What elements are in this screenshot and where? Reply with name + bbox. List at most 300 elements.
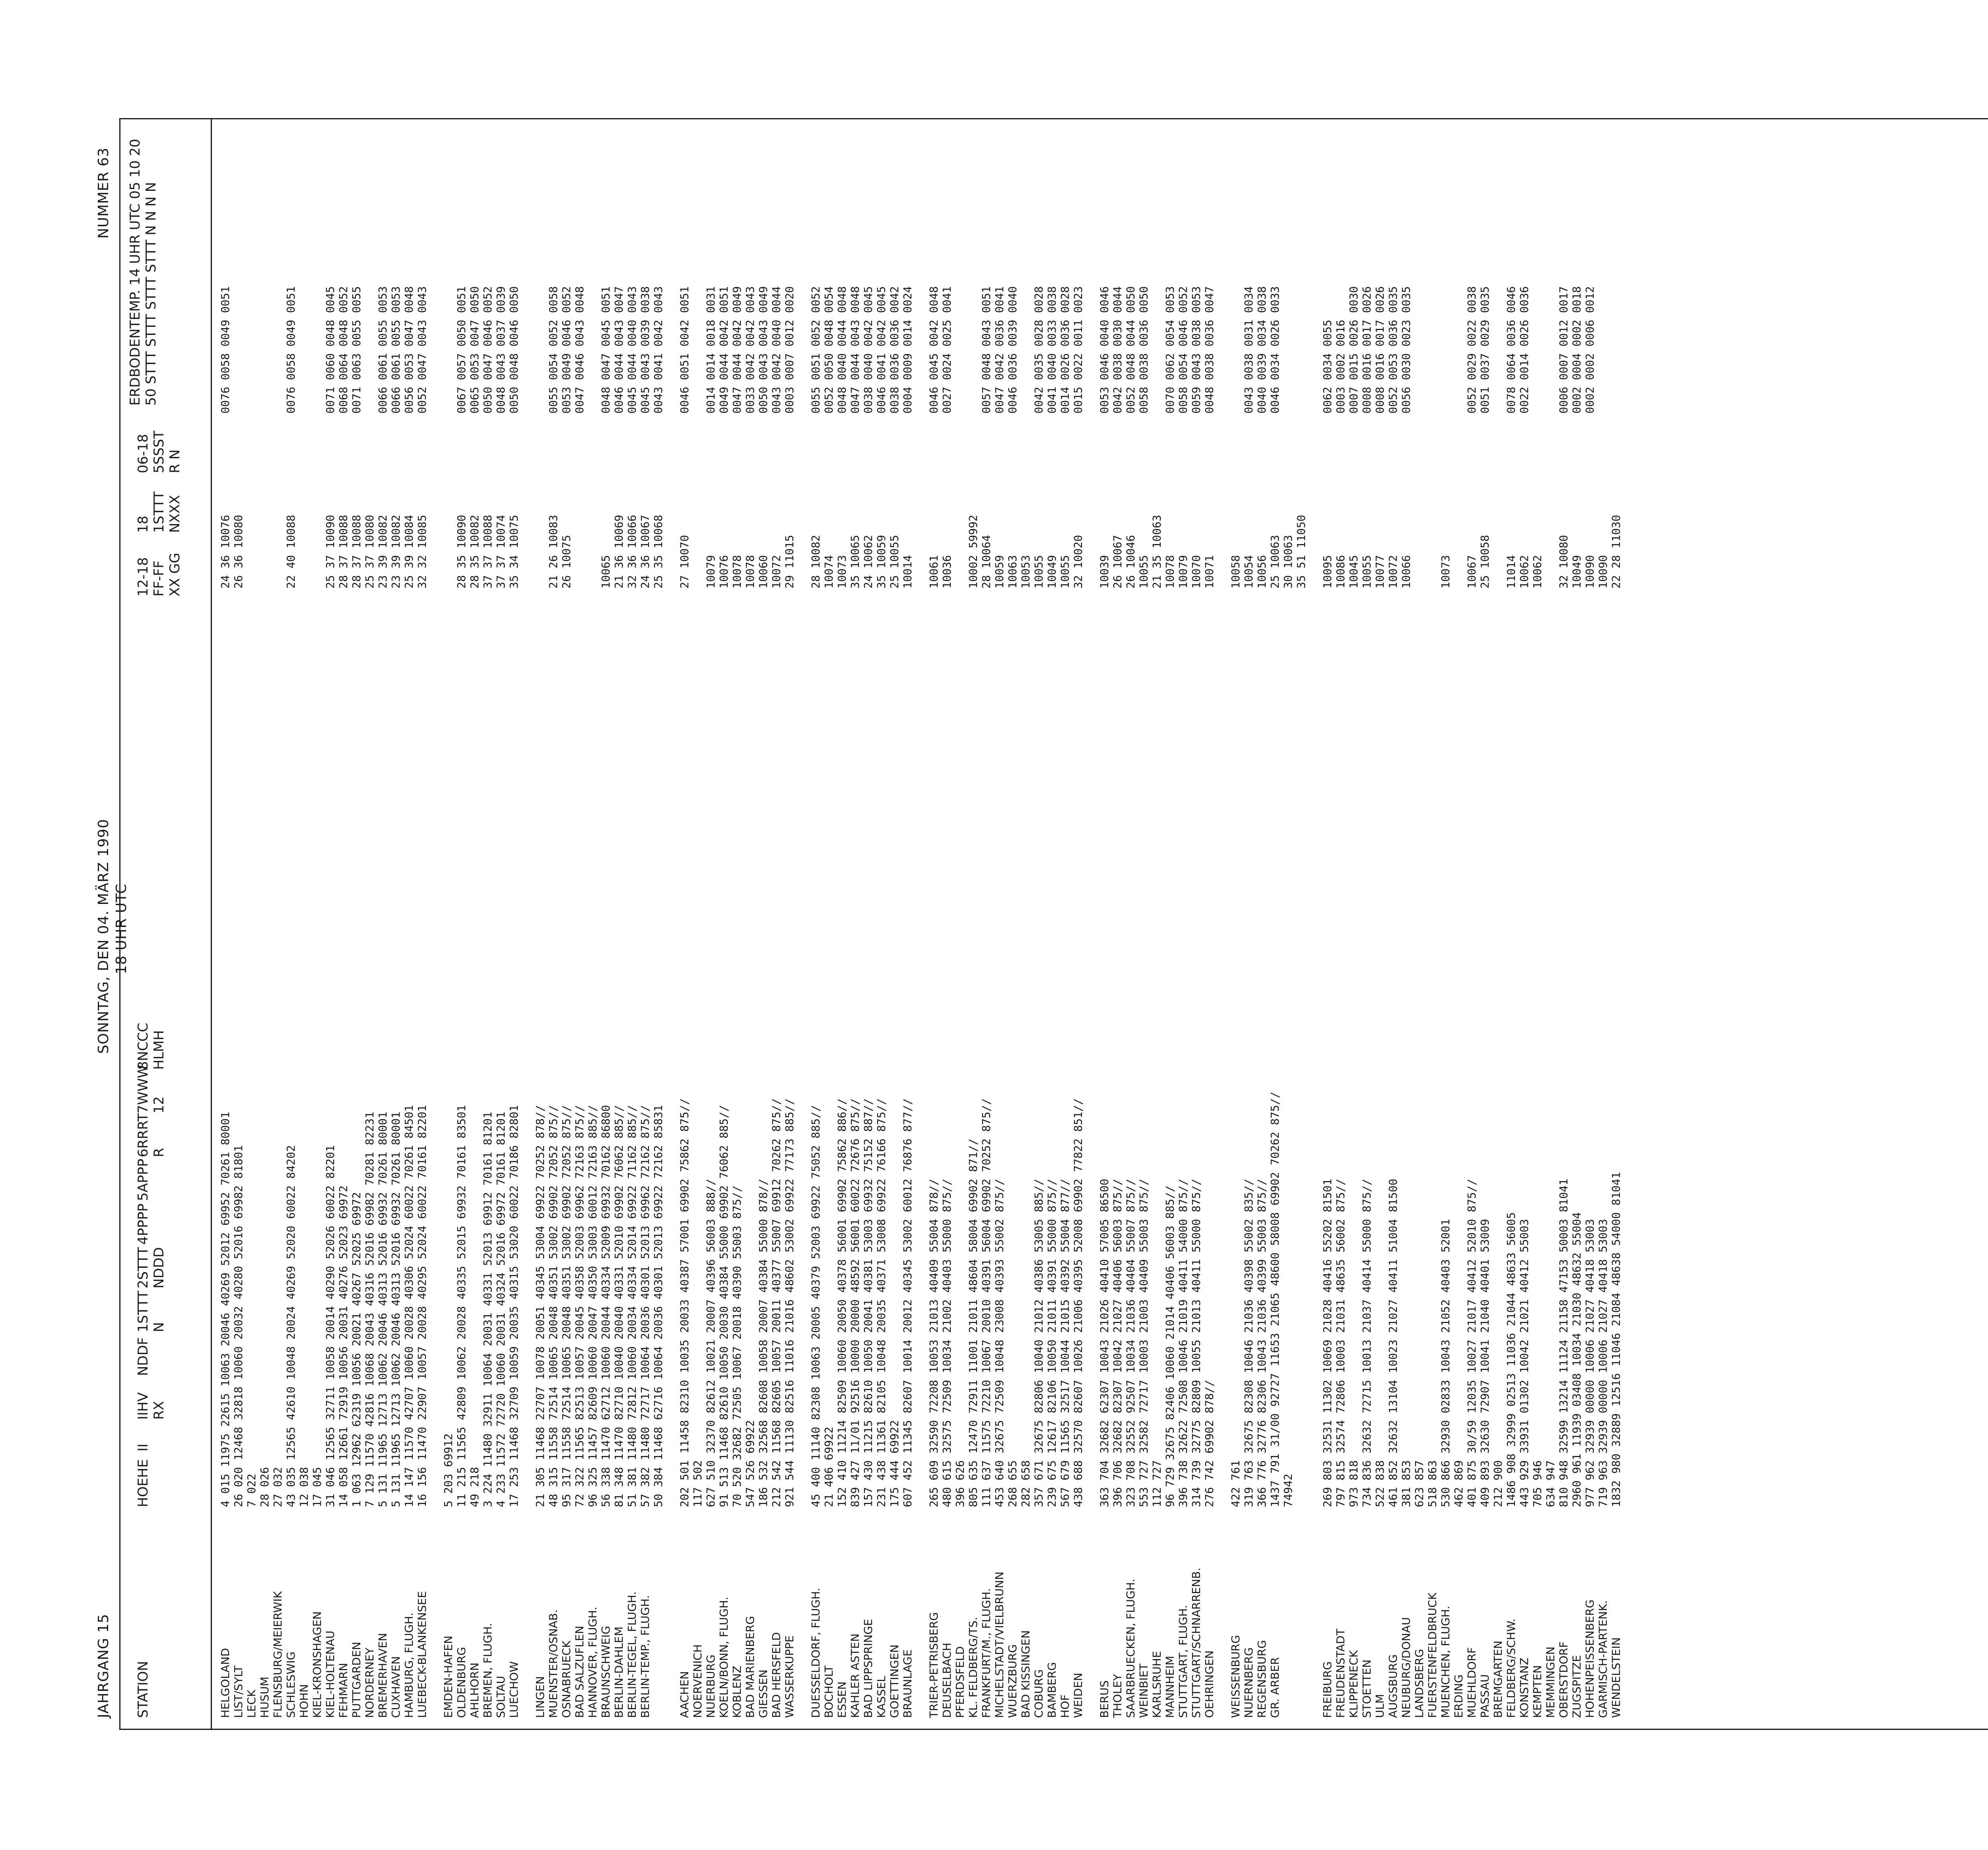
station-name: OLDENBURG [455, 1647, 468, 1718]
table-row [1360, 282, 1373, 1718]
precip-max-values: 28 37 10088 [337, 515, 350, 589]
soil-temp-values: 0043 0038 0031 0034 [1242, 286, 1255, 414]
soil-temp-values [1150, 282, 1163, 414]
observation-values: 91 513 11468 82610 10050 20030 40384 55000 69902 76062 885// [717, 1105, 730, 1507]
soil-temp-values [1216, 282, 1229, 414]
soil-temp-values: 0033 0042 0042 0043 [744, 286, 757, 414]
table-row [1557, 282, 1570, 1718]
soil-temp-values: 0050 0048 0046 0050 [507, 286, 520, 414]
observation-values: 5 131 11965 12713 10062 20046 40313 52016 69932 70261 80001 [376, 1112, 389, 1507]
col-header-ii: II [135, 1443, 151, 1452]
table-row [1439, 282, 1452, 1718]
soil-temp-values [665, 282, 678, 414]
time-label: 18 UHR UTC [113, 883, 130, 974]
precip-max-values: 10045 [1347, 555, 1360, 589]
observation-values: 268 655 [1006, 1460, 1019, 1507]
table-row [691, 282, 704, 1718]
station-name: MANNHEIM [1163, 1656, 1176, 1718]
precip-max-values: 10095 [1321, 555, 1334, 589]
table-row [1347, 282, 1360, 1718]
observation-values: 977 962 32939 00000 10006 21027 40418 53003 [1583, 1219, 1596, 1507]
precip-max-values: 25 37 10090 [324, 515, 337, 589]
precip-max-values [1085, 414, 1098, 589]
station-name: LUECHOW [507, 1661, 520, 1718]
soil-temp-values: 0046 0041 0042 0045 [875, 286, 888, 414]
table-row [1137, 282, 1150, 1718]
table-row [1229, 282, 1242, 1718]
observation-values: 319 763 32675 82308 10046 21036 40398 55002 835// [1242, 1178, 1255, 1507]
precip-max-values: 24 10062 [862, 535, 875, 589]
table-row [612, 282, 625, 1718]
station-name: NUERBURG [704, 1654, 717, 1718]
soil-temp-values [1281, 282, 1295, 414]
observation-values: 2960 961 11939 03408 10034 21030 48632 55004 [1570, 1212, 1583, 1507]
soil-temp-values: 0043 0042 0040 0044 [770, 286, 783, 414]
col-header-5appp: 5APPP [135, 1158, 151, 1201]
station-name: REGENSBURG [1255, 1640, 1268, 1718]
col-header-7www: 7WWW 12 [135, 1065, 167, 1113]
soil-temp-values [1295, 282, 1308, 414]
observation-values: 70 520 32682 72505 10067 20018 40390 55003 875// [730, 1185, 744, 1507]
precip-max-values: 10054 [1242, 555, 1255, 589]
table-row [1281, 282, 1295, 1718]
table-row [337, 282, 350, 1718]
station-name: GOETTINGEN [888, 1644, 901, 1718]
precip-max-values: 11014 [1505, 555, 1518, 589]
precip-max-values [665, 414, 678, 589]
precip-max-values: 10066 [1400, 555, 1413, 589]
soil-temp-values [271, 282, 284, 414]
table-row [744, 282, 757, 1718]
precip-max-values [442, 414, 455, 589]
table-row [914, 282, 927, 1718]
station-name: NORDERNEY [363, 1648, 376, 1718]
table-row [678, 282, 691, 1718]
precip-max-values: 35 51 11050 [1295, 515, 1308, 589]
precip-max-values: 37 37 10088 [481, 515, 494, 589]
soil-temp-values: 0038 0036 0036 0042 [888, 286, 901, 414]
soil-temp-values [1019, 282, 1032, 414]
precip-max-values: 10014 [901, 555, 914, 589]
soil-temp-values: 0015 0022 0011 0023 [1072, 286, 1085, 414]
table-row [1072, 282, 1085, 1718]
station-name: AUGSBURG [1386, 1654, 1400, 1718]
station-name: MUENCHEN, FLUGH. [1439, 1605, 1452, 1718]
precip-max-values: 26 10046 [1124, 535, 1137, 589]
precip-max-values: 10074 [822, 555, 835, 589]
precip-max-values [1308, 414, 1321, 589]
observation-values: 627 510 32370 82612 10021 20007 40396 56003 888// [704, 1178, 717, 1507]
station-name: OBERSTDORF [1557, 1641, 1570, 1718]
soil-temp-values: 0045 0043 0039 0038 [639, 286, 652, 414]
station-name: CUXHAVEN [389, 1656, 402, 1718]
frame-right-border [119, 118, 1988, 119]
soil-temp-values: 0068 0064 0048 0052 [337, 286, 350, 414]
table-row [1255, 282, 1268, 1718]
precip-max-values: 25 10063 [1268, 535, 1281, 589]
soil-temp-values: 0040 0039 0034 0038 [1255, 286, 1268, 414]
station-name: THOLEY [1111, 1674, 1124, 1718]
table-row [350, 282, 363, 1718]
station-name: FEHMARN [337, 1663, 350, 1718]
observation-values: 453 640 32675 72509 10048 23008 40393 55002 875// [993, 1178, 1006, 1507]
table-row [940, 282, 953, 1718]
precip-max-values: 10086 [1334, 555, 1347, 589]
station-name: LANDSBERG [1413, 1649, 1426, 1718]
soil-temp-values: 0042 0038 0030 0044 [1111, 286, 1124, 414]
soil-temp-values: 0056 0030 0023 0035 [1400, 286, 1413, 414]
soil-temp-values: 0055 0051 0052 0052 [809, 286, 822, 414]
precip-max-values [271, 414, 284, 589]
soil-temp-values [1491, 282, 1505, 414]
precip-max-values: 23 39 10082 [389, 515, 402, 589]
precip-max-values: 10061 [927, 555, 940, 589]
soil-temp-values: 0042 0035 0028 0028 [1032, 286, 1045, 414]
table-row [1413, 282, 1426, 1718]
observation-values: 396 738 32622 72508 10046 21019 40411 54000 875// [1176, 1178, 1190, 1507]
table-row [1176, 282, 1190, 1718]
station-name [520, 1507, 534, 1718]
table-row [717, 282, 730, 1718]
table-row [1019, 282, 1032, 1718]
station-name [652, 1507, 665, 1718]
precip-max-values: 10053 [1019, 555, 1032, 589]
observation-values: 443 929 33931 01302 10042 21021 40412 55003 [1518, 1219, 1531, 1507]
observation-values: 396 626 [953, 1460, 967, 1507]
observation-values [914, 589, 927, 1507]
soil-temp-values [520, 282, 534, 414]
precip-max-values: 10059 [993, 555, 1006, 589]
soil-temp-values: 0014 0014 0018 0031 [704, 286, 717, 414]
observation-values: 117 502 [691, 1460, 704, 1507]
station-name: KASSEL [875, 1676, 888, 1718]
observation-values: 401 875 30/59 12035 10027 21017 40412 52010 875// [1465, 1178, 1478, 1507]
soil-temp-values: 0046 0044 0043 0047 [612, 286, 625, 414]
soil-temp-values: 0014 0026 0036 0028 [1058, 286, 1072, 414]
precip-max-values: 10067 [1465, 555, 1478, 589]
frame-left-border [119, 1729, 1988, 1730]
soil-temp-values: 0022 0014 0026 0036 [1518, 286, 1531, 414]
station-name: GARMISCH-PARTENK. [1596, 1600, 1609, 1718]
station-name: BERUS [1098, 1680, 1111, 1718]
observation-values: 157 430 11215 82610 10050 20041 40381 53003 69932 75152 887// [862, 1098, 875, 1507]
observation-values: 17 253 11468 32709 10059 20035 40315 53020 60022 70186 82801 [507, 1105, 520, 1507]
table-row [862, 282, 875, 1718]
station-name: BRAUNLAGE [901, 1649, 914, 1718]
precip-max-values: 22 40 10088 [284, 515, 297, 589]
observation-values: 27 032 [271, 1467, 284, 1507]
col-header-iihv: IIHV RX [135, 1392, 167, 1420]
precip-max-values: 10062 [1518, 555, 1531, 589]
observation-values: 72 322 11565 82513 10057 20045 40358 52003 69962 72163 875// [573, 1105, 586, 1507]
station-name: HELGOLAND [219, 1648, 232, 1718]
precip-max-values: 21 26 10083 [547, 515, 560, 589]
station-name: MUENSTER/OSNAB. [547, 1609, 560, 1718]
precip-max-values: 10055 [1058, 555, 1072, 589]
soil-temp-values: 0076 0058 0049 0051 [284, 286, 297, 414]
precip-max-values [1544, 414, 1557, 589]
station-name: FREIBURG [1321, 1661, 1334, 1718]
precip-max-values [534, 414, 547, 589]
observation-values [1085, 589, 1098, 1507]
table-row [927, 282, 940, 1718]
station-name: LINGEN [534, 1676, 547, 1718]
observation-values: 28 026 [258, 1467, 271, 1507]
precip-max-values [1216, 414, 1229, 589]
station-name: BOCHOLT [822, 1665, 835, 1718]
station-name: FLENSBURG/MEIERWIK [271, 1591, 284, 1718]
station-name [429, 1507, 442, 1718]
observation-values: 623 857 [1413, 1460, 1426, 1507]
observation-values: 45 400 11140 82308 10063 20005 40379 52003 69922 75052 885// [809, 1105, 822, 1507]
soil-temp-values: 0052 0029 0022 0038 [1465, 286, 1478, 414]
station-name: WASSERKUPPE [783, 1635, 796, 1718]
col-header-12-18: 12-18 FF-FF XX GG [135, 552, 183, 597]
soil-temp-values [1544, 282, 1557, 414]
precip-max-values: 30 10063 [1281, 535, 1295, 589]
soil-temp-values [311, 282, 324, 414]
soil-temp-values [1229, 282, 1242, 414]
precip-max-values: 25 10058 [1478, 535, 1491, 589]
observation-values [429, 589, 442, 1507]
col-header-erdbodentemp: ERDBODENTEMP. 14 UHR UTC 05 10 20 50 STTT STTT STTT STTT N N N N [127, 139, 159, 406]
precip-max-values: 10078 [744, 555, 757, 589]
precip-max-values: 35 34 10075 [507, 515, 520, 589]
observation-values: 422 761 [1229, 1460, 1242, 1507]
station-name: EMDEN-HAFEN [442, 1635, 455, 1718]
station-name: LIST/SYLT [232, 1665, 245, 1718]
station-name: PASSAU [1478, 1674, 1491, 1718]
observation-values: 839 427 11/01 92516 10000 20000 48592 56001 60022 72676 875// [848, 1098, 862, 1507]
soil-temp-values: 0003 0007 0012 0020 [783, 286, 796, 414]
table-row [1426, 282, 1439, 1718]
observation-values: 805 635 12470 72911 11001 21011 48604 58004 69902 871// [967, 1138, 980, 1507]
table-row [652, 282, 665, 1718]
station-name: BAD KISSINGEN [1019, 1630, 1032, 1718]
soil-temp-values: 0047 0046 0043 0048 [573, 286, 586, 414]
station-name: WUERZBURG [1006, 1644, 1019, 1718]
table-row [1124, 282, 1137, 1718]
soil-temp-values [1085, 282, 1098, 414]
table-row [704, 282, 717, 1718]
observation-values: 4 015 11975 22615 10063 20046 40269 52012 69952 70261 80001 [219, 1112, 232, 1507]
observation-values: 797 815 32574 72806 10003 21031 48635 56002 875// [1334, 1178, 1347, 1507]
precip-max-values: 35 10065 [848, 535, 862, 589]
station-name: PUTTGARDEN [350, 1642, 363, 1718]
col-header-station: STATION [135, 1661, 151, 1718]
table-row [1400, 282, 1413, 1718]
precip-max-values: 10072 [1386, 555, 1400, 589]
observation-values: 152 410 11214 82509 10060 20050 40378 56001 69902 75862 886// [835, 1098, 848, 1507]
precip-max-values [1491, 414, 1505, 589]
table-row [1386, 282, 1400, 1718]
observation-values: 43 035 12565 42610 10048 20024 40269 52020 60022 84202 [284, 1145, 297, 1507]
soil-temp-values: 0041 0040 0033 0038 [1045, 286, 1058, 414]
precip-max-values [1452, 414, 1465, 589]
precip-max-values [520, 414, 534, 589]
observation-values: 31 046 12565 32711 10058 20014 40290 52026 60022 82201 [324, 1145, 337, 1507]
observation-values: 265 609 32590 72208 10053 21013 40409 55004 878// [927, 1178, 940, 1507]
table-row [1570, 282, 1583, 1718]
precip-max-values [258, 414, 271, 589]
soil-temp-values [1452, 282, 1465, 414]
table-row [888, 282, 901, 1718]
table-row [363, 282, 376, 1718]
station-name: HOHENPEISSENBERG [1583, 1599, 1596, 1718]
soil-temp-values: 0056 0053 0047 0048 [402, 286, 415, 414]
table-row [1098, 282, 1111, 1718]
soil-temp-values [297, 282, 311, 414]
table-row [665, 282, 678, 1718]
station-name: AHLHORN [468, 1662, 481, 1718]
soil-temp-values: 0057 0048 0043 0051 [980, 286, 993, 414]
precip-max-values: 10049 [1045, 555, 1058, 589]
soil-temp-values: 0076 0058 0049 0051 [219, 286, 232, 414]
observation-values: 719 963 32939 00000 10006 21027 40418 53003 [1596, 1219, 1609, 1507]
precip-max-values: 25 35 10068 [652, 515, 665, 589]
station-name: NOERVENICH [691, 1644, 704, 1718]
station-name: ULM [1373, 1694, 1386, 1718]
observation-values: 409 893 32630 72907 10041 21040 40401 53009 [1478, 1219, 1491, 1507]
table-row [953, 282, 967, 1718]
precip-max-values: 28 37 10088 [350, 515, 363, 589]
volume-label: JAHRGANG 15 [95, 1613, 112, 1718]
precip-max-values: 10055 [1032, 555, 1045, 589]
observation-values: 202 501 11458 82310 10035 20033 40387 57001 69902 75862 875// [678, 1098, 691, 1507]
observation-values: 17 045 [311, 1467, 324, 1507]
table-row [1505, 282, 1518, 1718]
precip-max-values: 28 10082 [809, 535, 822, 589]
station-name: OEHRINGEN [1203, 1650, 1216, 1718]
table-row [1203, 282, 1216, 1718]
col-header-1sttt: 1STTT N [135, 1290, 167, 1332]
station-name: ERDING [1452, 1674, 1465, 1718]
table-row [730, 282, 744, 1718]
station-name: LECK [245, 1689, 258, 1718]
station-name: HOHN [297, 1684, 311, 1718]
observation-values [796, 589, 809, 1507]
precip-max-values [1413, 414, 1426, 589]
observation-values: 480 615 32575 72509 10034 21002 40403 55000 875// [940, 1178, 953, 1507]
soil-temp-values: 0062 0034 0055 [1321, 319, 1334, 414]
soil-temp-values [691, 282, 704, 414]
table-row [1531, 282, 1544, 1718]
soil-temp-values: 0004 0009 0014 0024 [901, 286, 914, 414]
table-row [1544, 282, 1557, 1718]
precip-max-values: 10065 [599, 555, 612, 589]
observation-values: 212 900 [1491, 1460, 1505, 1507]
table-row [547, 282, 560, 1718]
col-header-18: 18 1STTT NXXX [135, 491, 183, 533]
table-row [507, 282, 520, 1718]
station-name: KOBLENZ [730, 1665, 744, 1718]
precip-max-values: 28 35 10082 [468, 515, 481, 589]
observation-values: 51 381 11480 72812 10060 20034 40334 52014 69922 71162 885// [625, 1105, 639, 1507]
frame-header-rule [211, 119, 212, 1730]
table-row [481, 282, 494, 1718]
table-row [809, 282, 822, 1718]
col-header-hoehe: HOEHE [135, 1459, 151, 1507]
observation-values: 3 224 11480 32911 10064 20031 40331 52013 69912 70161 81201 [481, 1112, 494, 1507]
soil-temp-values: 0052 0047 0043 0043 [415, 286, 429, 414]
table-row [376, 282, 389, 1718]
table-row [980, 282, 993, 1718]
precip-max-values: 10071 [1203, 555, 1216, 589]
table-row [324, 282, 337, 1718]
station-name: SAARBRUECKEN, FLUGH. [1124, 1579, 1137, 1718]
observation-values: 276 742 69902 878// [1203, 1380, 1216, 1507]
table-row [415, 282, 429, 1718]
table-row [219, 282, 232, 1718]
station-name: BAD MARIENBERG [744, 1616, 757, 1718]
soil-temp-values: 0047 0044 0043 0048 [848, 286, 862, 414]
table-row [1308, 282, 1321, 1718]
soil-temp-values: 0043 0041 0042 0043 [652, 286, 665, 414]
station-name: FREUDENSTADT [1334, 1628, 1347, 1718]
station-name: GR. ARBER [1268, 1657, 1281, 1718]
soil-temp-values: 0050 0043 0043 0049 [757, 286, 770, 414]
soil-temp-values: 0052 0053 0036 0035 [1386, 286, 1400, 414]
station-name: KAHLER ASTEN [848, 1633, 862, 1718]
station-name: FRANKFURT/M., FLUGH. [980, 1588, 993, 1718]
station-name: COBURG [1032, 1669, 1045, 1718]
station-name: BAD HERSFELD [770, 1632, 783, 1718]
table-row [1465, 282, 1478, 1718]
soil-temp-values: 0048 0043 0037 0039 [494, 286, 507, 414]
soil-temp-values [586, 282, 599, 414]
table-row [573, 282, 586, 1718]
precip-max-values: 10077 [1373, 555, 1386, 589]
col-header-6rrrt: 6RRRT R [135, 1113, 167, 1157]
table-row [271, 282, 284, 1718]
soil-temp-values: 0051 0037 0029 0035 [1478, 286, 1491, 414]
soil-temp-values: 0065 0053 0047 0050 [468, 286, 481, 414]
station-name [1308, 1507, 1321, 1718]
table-row [1583, 282, 1596, 1718]
observation-values: 634 947 [1544, 1460, 1557, 1507]
station-name: BAMBERG [1045, 1662, 1058, 1718]
station-name [1295, 1507, 1308, 1718]
observation-values: 810 948 32599 13214 11124 21158 47153 50003 81041 [1557, 1178, 1570, 1507]
station-name: WENDELSTEIN [1609, 1637, 1623, 1718]
observation-values [1216, 589, 1229, 1507]
col-header-06-18: 06-18 5SSST R N [135, 430, 183, 473]
table-row [1190, 282, 1203, 1718]
soil-temp-values [363, 282, 376, 414]
soil-temp-values [1413, 282, 1426, 414]
table-row [1596, 282, 1609, 1718]
station-name: OSNABRUECK [560, 1640, 573, 1718]
station-name: NUERNBERG [1242, 1647, 1255, 1718]
observation-values: 1486 908 32999 02513 11036 21044 48633 56005 [1505, 1212, 1518, 1507]
soil-temp-values [232, 282, 245, 414]
soil-temp-values [1426, 282, 1439, 414]
table-row [783, 282, 796, 1718]
table-row [1006, 282, 1019, 1718]
observation-values: 734 836 32632 72715 10013 21037 40414 55000 875// [1360, 1178, 1373, 1507]
precip-max-values: 32 10020 [1072, 535, 1085, 589]
soil-temp-values: 0048 0047 0045 0051 [599, 286, 612, 414]
soil-temp-values: 0027 0024 0025 0041 [940, 286, 953, 414]
precip-max-values [297, 414, 311, 589]
soil-temp-values: 0052 0048 0044 0050 [1124, 286, 1137, 414]
observation-values: 212 542 11568 82605 10057 20011 40377 55007 69912 70262 875// [770, 1098, 783, 1507]
observation-values: 5 203 69912 [442, 1433, 455, 1507]
table-row [835, 282, 848, 1718]
soil-temp-values [1609, 282, 1623, 414]
table-row [1085, 282, 1098, 1718]
observation-values: 74942 [1281, 1473, 1295, 1507]
